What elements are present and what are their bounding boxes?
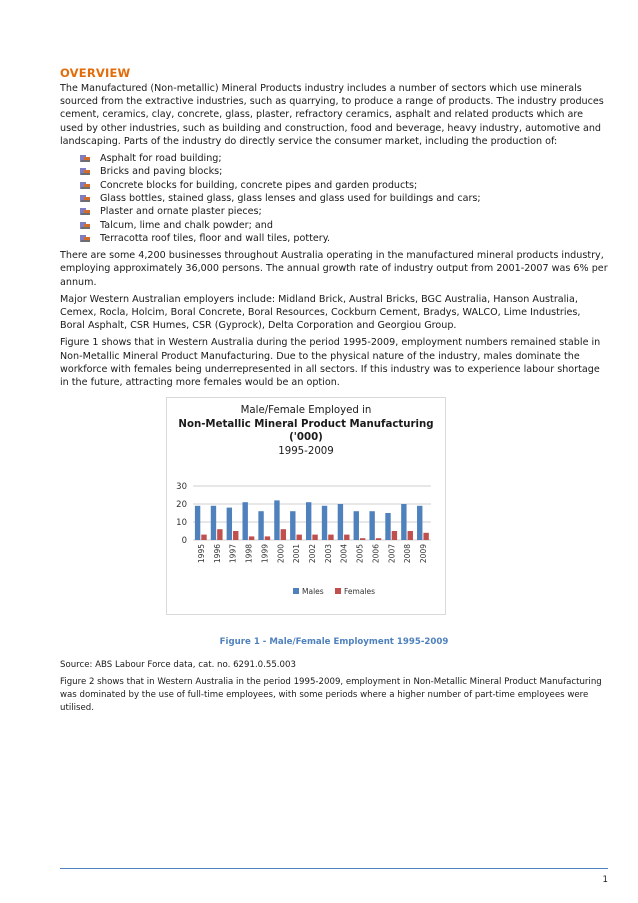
list-item (80, 192, 608, 205)
bar-females-1995 (201, 535, 206, 540)
bar-females-2006 (376, 538, 381, 540)
chart-title-line1: Male/Female Employed in (240, 405, 372, 417)
bar-females-2008 (408, 531, 413, 540)
businesses-paragraph: There are some 4,200 businesses throughout Australia operating in the manufactured mineral products industry, employing approximately 36,000 persons. The annual growth rate of industry output from 2001-2007 was 6% per annum. (60, 250, 608, 288)
bar-males-2001 (290, 511, 295, 540)
legend-label-males: Males (302, 587, 324, 597)
list-item-text: Concrete blocks for building, concrete pipes and garden products; (100, 179, 418, 191)
bar-males-1998 (243, 502, 248, 540)
list-item (80, 152, 608, 165)
bar-males-2002 (306, 502, 311, 540)
list-item-text: Plaster and ornate plaster pieces; (100, 206, 262, 218)
figure-caption: Figure 1 - Male/Female Employment 1995-2009 (219, 637, 449, 648)
bar-females-2009 (423, 533, 428, 540)
x-tick-label: 2000 (276, 544, 286, 564)
employment-chart (166, 397, 446, 615)
bullet-icon (80, 194, 91, 203)
list-item (80, 179, 608, 192)
bullet-icon (80, 234, 91, 243)
bar-females-2004 (344, 535, 349, 540)
list-item (80, 219, 608, 232)
intro-paragraph: The Manufactured (Non-metallic) Mineral Products industry includes a number of sectors which use minerals sourced from the extractive industries, such as quarrying, to produce a range of products. The industry produces cement, ceramics, clay, concrete, glass, plaster, refractory ceramics, asphalt and related products which are used by other industries, such as building and construction, food and beverage, heavy industry, automotive and landscaping. Parts of the industry do directly service the consumer market, including the production of: (60, 83, 604, 147)
chart-plot (167, 398, 445, 614)
list-item (80, 205, 608, 218)
bar-males-1995 (195, 506, 200, 540)
footer-rule (60, 868, 608, 869)
bar-females-2002 (312, 535, 317, 540)
bar-males-2004 (338, 504, 343, 540)
x-tick-label: 2008 (403, 544, 413, 564)
page-number: 1 (602, 875, 608, 885)
legend-swatch-males (293, 588, 299, 594)
bar-females-2003 (328, 535, 333, 540)
list-item-text: Terracotta roof tiles, floor and wall tiles, pottery. (100, 232, 331, 244)
x-tick-label: 2004 (339, 544, 349, 564)
bar-males-1999 (258, 511, 263, 540)
bullet-icon (80, 154, 91, 163)
x-tick-label: 1995 (196, 544, 206, 564)
x-tick-label: 2005 (355, 544, 365, 564)
bar-males-2006 (369, 511, 374, 540)
figure1-paragraph: Figure 1 shows that in Western Australia during the period 1995-2009, employment numbers remained stable in Non-Metallic Mineral Product Manufacturing. Due to the physical nature of the industry, males dominate the workforce with females being underrepresented in all sectors. If this industry was to experience labour shortage in the future, attracting more females would be an option. (60, 337, 601, 388)
bar-females-2007 (392, 531, 397, 540)
bar-females-2000 (281, 529, 286, 540)
document-page (60, 66, 608, 719)
chart-title-line4: 1995-2009 (278, 445, 334, 457)
list-item-text: Talcum, lime and chalk powder; and (100, 219, 273, 231)
bar-females-1997 (233, 531, 238, 540)
bar-males-2000 (274, 501, 279, 541)
bar-males-1997 (227, 508, 232, 540)
chart-title-line3: ('000) (289, 432, 323, 444)
x-tick-label: 1996 (212, 544, 222, 564)
product-list (60, 152, 608, 245)
bullet-icon (80, 221, 91, 230)
list-item (80, 165, 608, 178)
source-note: Source: ABS Labour Force data, cat. no. 6291.0.55.003 (60, 660, 296, 671)
x-tick-label: 2002 (308, 544, 317, 564)
bar-males-1996 (211, 506, 216, 540)
bar-males-2005 (354, 511, 359, 540)
figure2-paragraph: Figure 2 shows that in Western Australia in the period 1995-2009, employment in Non-Metallic Mineral Product Manufacturing was dominated by the use of full-time employees, with some periods where a higher number of part-time employees were utilised. (60, 677, 602, 714)
list-item-text: Bricks and paving blocks; (100, 166, 223, 178)
bar-males-2008 (401, 504, 406, 540)
y-tick-label: 30 (176, 482, 187, 493)
legend-label-females: Females (344, 587, 376, 597)
bar-females-2005 (360, 538, 365, 540)
x-tick-label: 2006 (371, 544, 381, 564)
y-tick-label: 10 (176, 518, 187, 529)
bar-females-1996 (217, 529, 222, 540)
legend-swatch-females (335, 588, 341, 594)
bar-males-2003 (322, 506, 327, 540)
chart-title-line2: Non-Metallic Mineral Product Manufacturing (178, 418, 434, 430)
bar-males-2009 (417, 506, 422, 540)
x-tick-label: 1997 (228, 544, 238, 564)
bar-males-2007 (385, 513, 390, 540)
x-tick-label: 2009 (419, 544, 429, 564)
employers-paragraph: Major Western Australian employers include: Midland Brick, Austral Bricks, BGC Australia, Hanson Australia, Cemex, Rocla, Holcim, Boral Concrete, Boral Resources, Cockburn Cement, Bradys, WALCO, Lime Industries, Boral Asphalt, CSR Humes, CSR (Gyprock), Delta Corporation and Georgiou Group. (60, 293, 581, 332)
bar-females-1999 (265, 537, 270, 541)
bullet-icon (80, 167, 91, 176)
bar-females-1998 (249, 537, 254, 541)
list-item (80, 232, 608, 245)
overview-heading: OVERVIEW (60, 66, 131, 80)
bar-females-2001 (296, 535, 301, 540)
x-tick-label: 1999 (260, 544, 270, 564)
list-item-text: Asphalt for road building; (100, 153, 222, 165)
y-tick-label: 0 (181, 536, 187, 547)
x-tick-label: 2007 (387, 544, 397, 564)
list-item-text: Glass bottles, stained glass, glass lenses and glass used for buildings and cars; (100, 192, 481, 204)
x-tick-label: 2003 (323, 544, 333, 564)
x-tick-label: 2001 (292, 544, 302, 564)
x-tick-label: 1998 (244, 544, 254, 564)
y-tick-label: 20 (176, 500, 187, 511)
bullet-icon (80, 181, 91, 190)
bullet-icon (80, 207, 91, 216)
